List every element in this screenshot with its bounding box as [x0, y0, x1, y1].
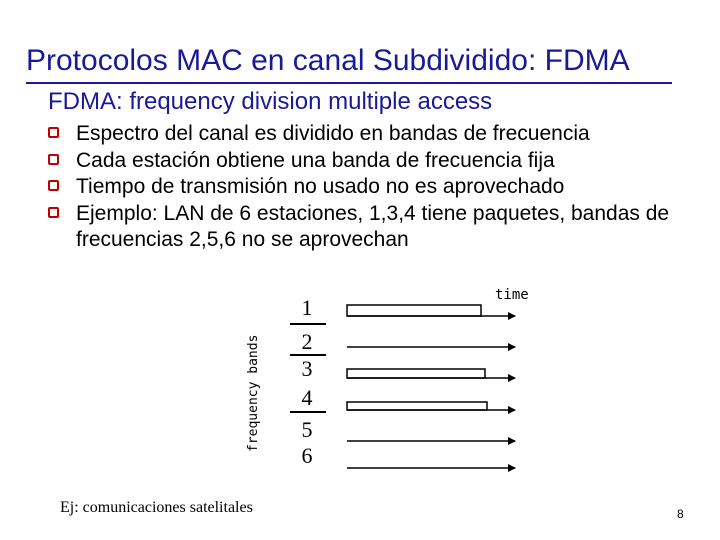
band-label-2: 2	[301, 329, 313, 354]
band-label-3: 3	[301, 356, 313, 381]
band-label-5: 5	[301, 417, 313, 442]
bullet-text: Cada estación obtiene una banda de frecuencia fija	[76, 148, 555, 172]
band-label-4: 4	[301, 385, 313, 410]
footnote: Ej: comunicaciones satelitales	[60, 499, 253, 516]
packet-slot	[347, 305, 481, 316]
bullet-text: Tiempo de transmisión no usado no es aprovechado	[76, 175, 565, 198]
frequency-bands-axis-label: frequency bands	[246, 334, 261, 452]
slide-subtitle: FDMA: frequency division multiple access	[48, 88, 493, 115]
band-label-6: 6	[301, 443, 313, 468]
time-axis-label: time	[495, 287, 529, 303]
packet-slot	[347, 402, 487, 410]
bullet-text: Espectro del canal es dividido en bandas de frecuencia	[76, 122, 590, 145]
band-1-timeline	[347, 305, 515, 316]
slide-title: Protocolos MAC en canal Subdividido: FDMA	[26, 44, 630, 77]
band-3-timeline	[347, 369, 515, 378]
band-4-timeline	[347, 402, 515, 410]
band-label-1: 1	[301, 295, 313, 320]
page-number: 8	[677, 507, 684, 521]
packet-slot	[347, 369, 485, 378]
bullet-text: Ejemplo: LAN de 6 estaciones, 1,3,4 tiene paquetes, bandas de frecuencias 2,5,6 no se aprovechan	[76, 201, 670, 251]
